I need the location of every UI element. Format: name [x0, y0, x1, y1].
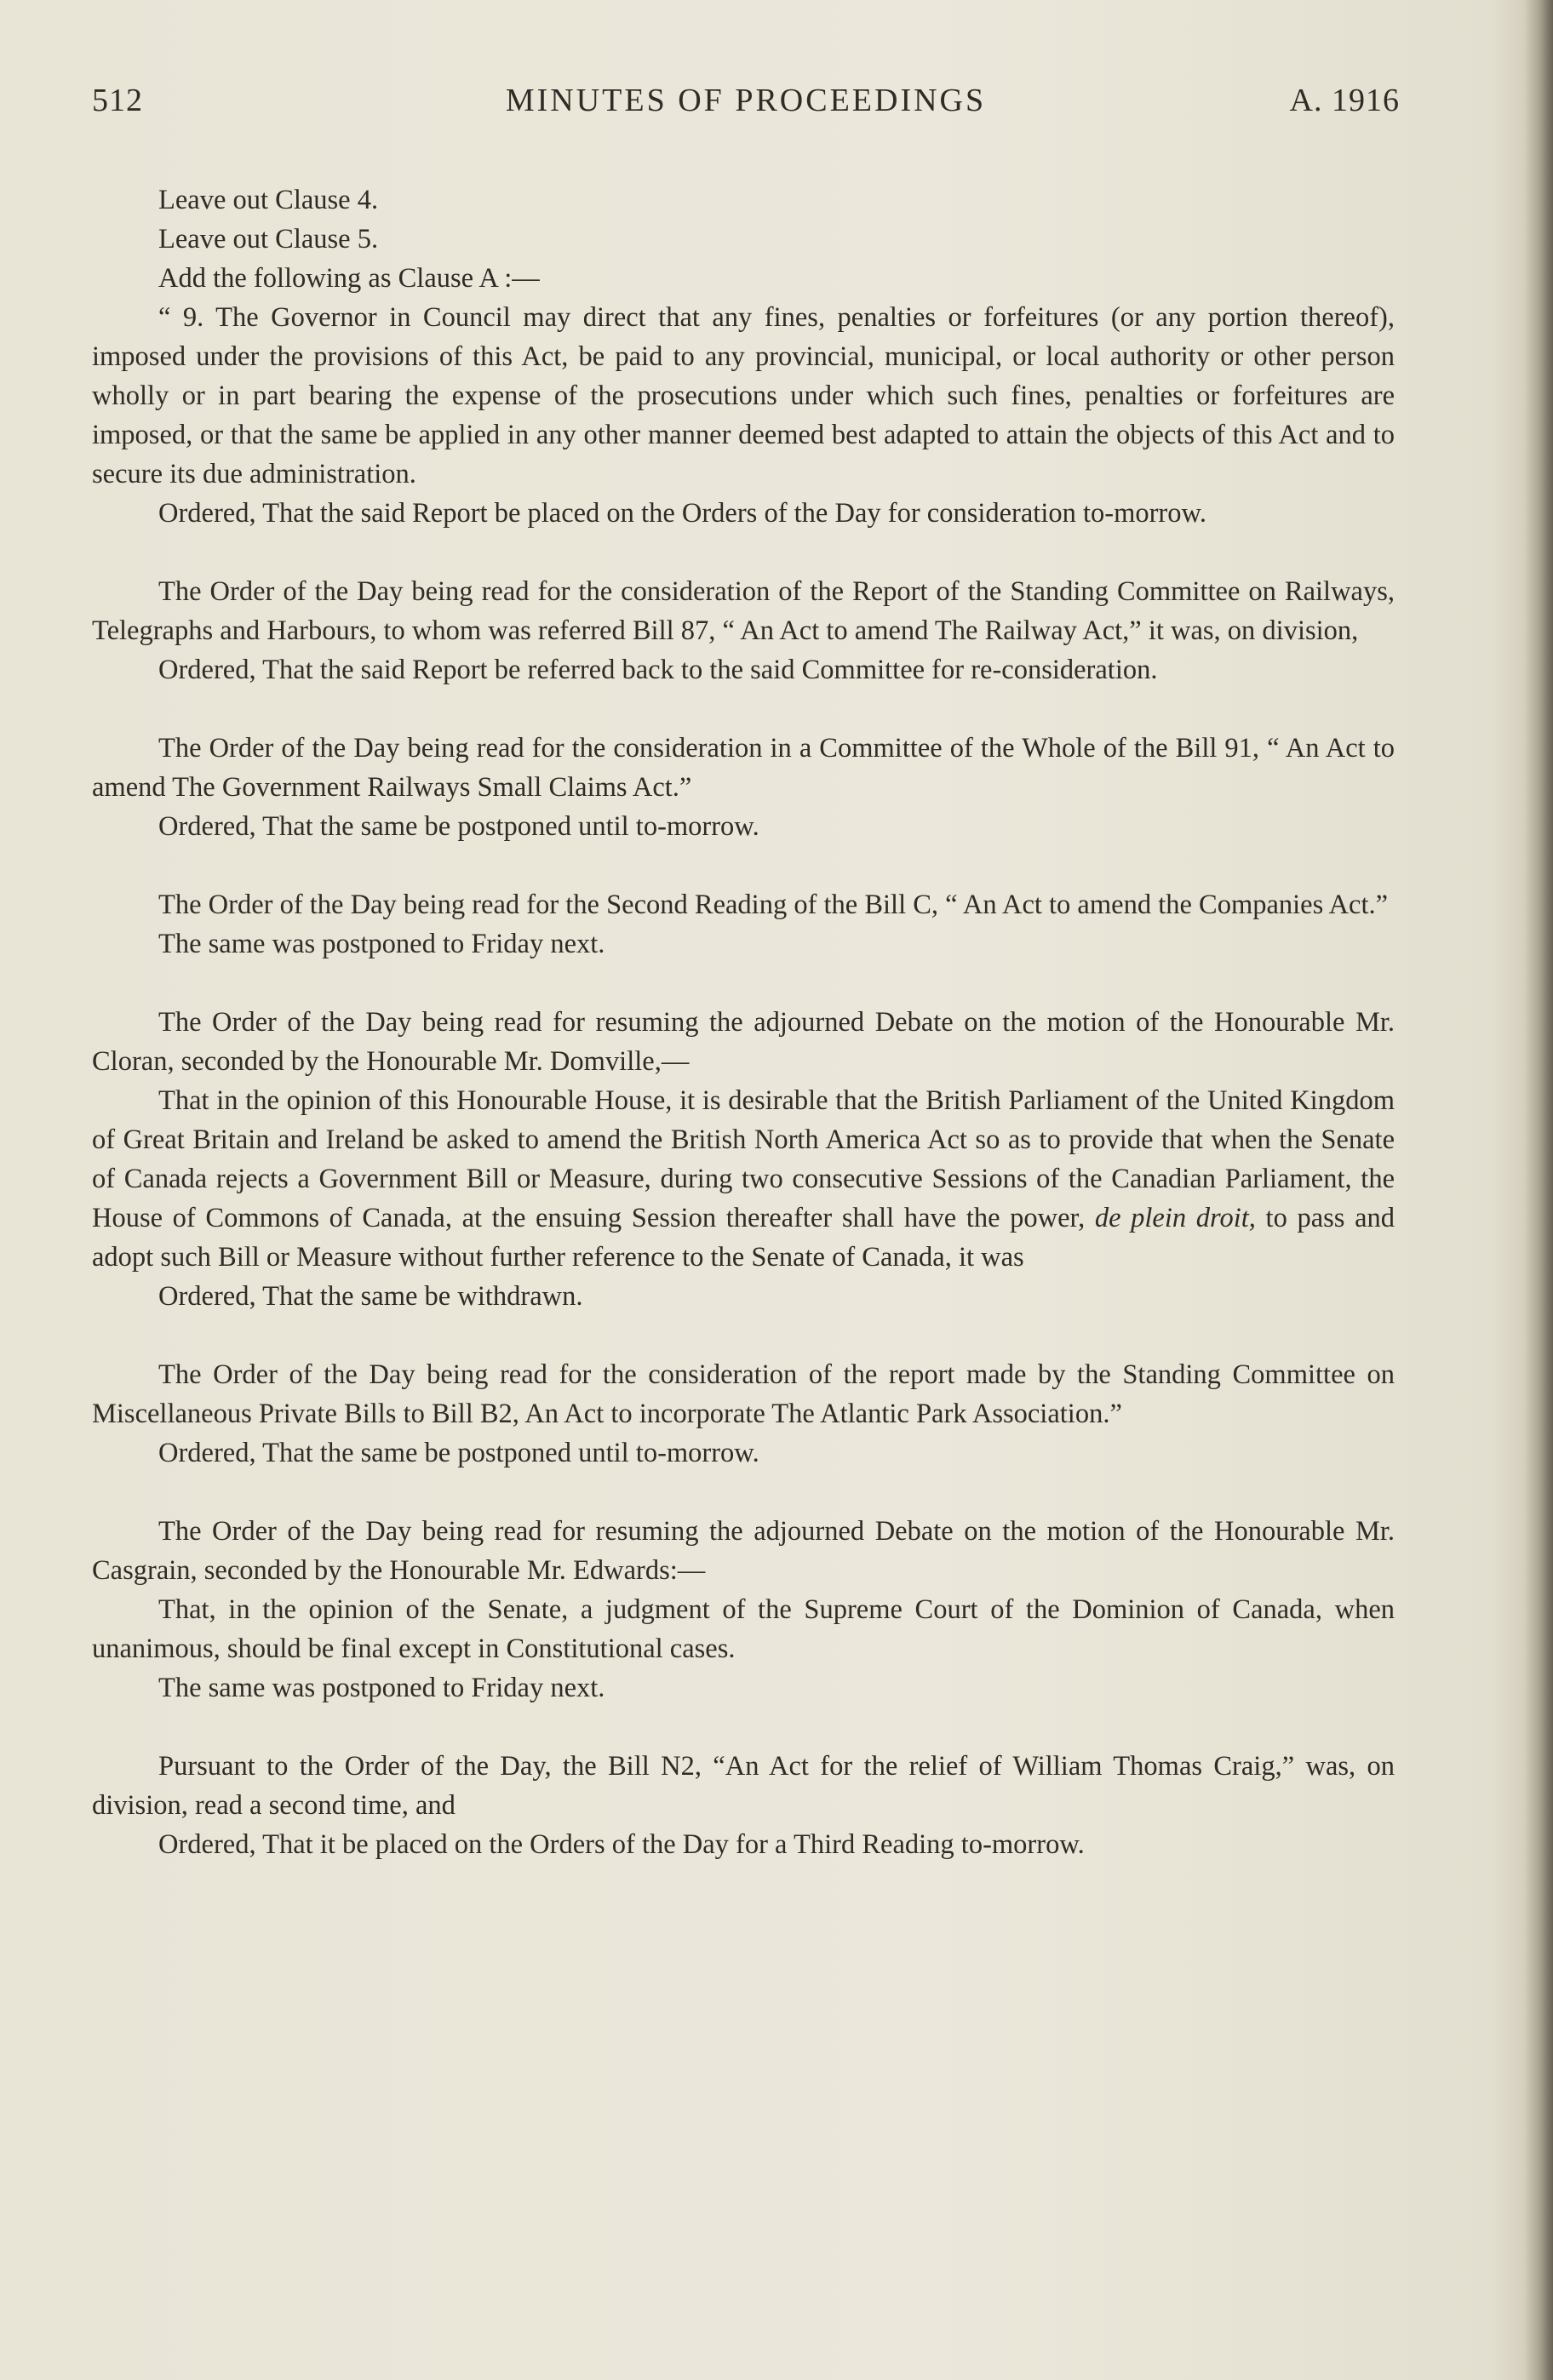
order-bill-b2: The Order of the Day being read for the consideration of the report made by the Standing Committee on Miscellaneous Private Bills to Bill B2, An Act to incorporate The Atlantic Park Association.” [92, 1359, 1395, 1429]
amendment-line-2: Leave out Clause 5. [158, 224, 379, 255]
ordered-referred-back: Ordered, That the said Report be referred back to the said Committee for re-consideration. [158, 655, 1158, 685]
ordered-third-reading: Ordered, That it be placed on the Orders of the Day for a Third Reading to-morrow. [158, 1829, 1085, 1860]
ordered-withdrawn: Ordered, That the same be withdrawn. [158, 1281, 583, 1312]
cloran-motion-text [92, 1081, 1395, 1277]
bill-n2-second-reading: Pursuant to the Order of the Day, the Bill N2, “An Act for the relief of William Thomas Craig,” was, on division, read a second time, and [92, 1751, 1395, 1821]
page-number: 512 [92, 83, 143, 118]
motion-text-part-1: That in the opinion of this Honourable House, it is desirable that the British Parliament of the United Kingdom of Great Britain and Ireland be asked to amend the British North America Act so as to provide that when the Senate of Canada rejects a Government Bill or Measure, during two consecutive Sessions of the Canadian Parliament, the House of Commons of Canada, at the ensuing Session thereafter shall have the power, [92, 1085, 1395, 1233]
casgrain-motion-text: That, in the opinion of the Senate, a judgment of the Supreme Court of the Dominion of Canada, when unanimous, should be final except in Constitutional cases. [92, 1594, 1395, 1664]
motion-text-part-2: to pass and adopt such Bill or Measure without further reference to the Senate of Canada, it was [92, 1203, 1395, 1273]
motion-latin-phrase: de plein droit, [1094, 1203, 1256, 1233]
order-casgrain-debate: The Order of the Day being read for resuming the adjourned Debate on the motion of the Honourable Mr. Casgrain, seconded by the Honourable Mr. Edwards:— [92, 1516, 1395, 1586]
page-title: MINUTES OF PROCEEDINGS [505, 83, 987, 118]
ordered-postponed-1: Ordered, That the same be postponed until to-morrow. [158, 811, 759, 842]
amendment-line-1: Leave out Clause 4. [158, 185, 379, 215]
postponed-friday-2: The same was postponed to Friday next. [158, 1673, 605, 1703]
ordered-report-placed: Ordered, That the said Report be placed on the Orders of the Day for consideration to-morrow. [158, 498, 1206, 529]
binding-shadow [1524, 0, 1553, 2380]
clause-nine-text: “ 9. The Governor in Council may direct that any fines, penalties or forfeitures (or any portion thereof), imposed under the provisions of this Act, be paid to any provincial, municipal, or local authority or other person wholly or in part bearing the expense of the prosecutions under which such fines, penalties or forfeitures are imposed, or that the same be applied in any other manner deemed best adapted to attain the objects of this Act and to secure its due administration. [92, 302, 1395, 489]
ordered-postponed-2: Ordered, That the same be postponed until to-morrow. [158, 1438, 759, 1468]
order-bill-91: The Order of the Day being read for the consideration in a Committee of the Whole of the Bill 91, “ An Act to amend The Government Railways Small Claims Act.” [92, 733, 1395, 803]
postponed-friday-1: The same was postponed to Friday next. [158, 929, 605, 959]
minutes-body [92, 180, 1395, 1864]
amendment-line-3: Add the following as Clause A :— [158, 263, 540, 294]
order-railway-report: The Order of the Day being read for the consideration of the Report of the Standing Committee on Railways, Telegraphs and Harbours, to whom was referred Bill 87, “ An Act to amend The Railway Act,” it was, on division, [92, 576, 1395, 646]
order-cloran-debate: The Order of the Day being read for resuming the adjourned Debate on the motion of the Honourable Mr. Cloran, seconded by the Honourable Mr. Domville,— [92, 1007, 1395, 1077]
order-bill-c: The Order of the Day being read for the Second Reading of the Bill C, “ An Act to amend the Companies Act.” [158, 890, 1389, 920]
running-header [92, 82, 1400, 133]
session-year: A. 1916 [1289, 83, 1400, 118]
